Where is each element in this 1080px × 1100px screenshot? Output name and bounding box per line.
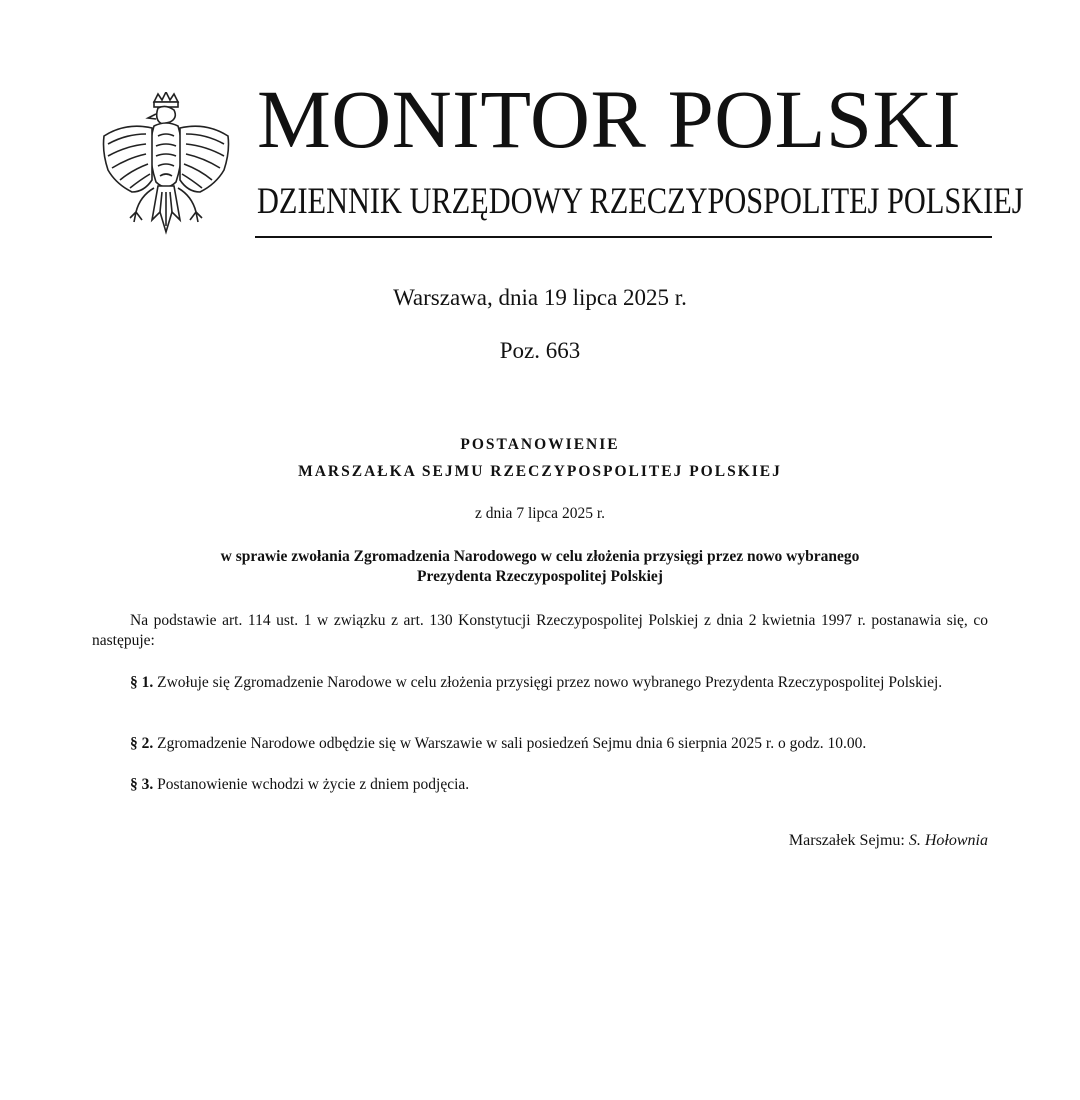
position-number: Poz. 663 [499,338,581,363]
paragraph-1 [92,673,988,693]
act-subject-line1: w sprawie zwołania Zgromadzenia Narodowego w celu złożenia przysięgi przez nowo wybranego [220,548,860,565]
act-subject [0,547,1080,587]
white-eagle-emblem-icon [96,92,236,244]
publication-subtitle: DZIENNIK URZĘDOWY RZECZYPOSPOLITEJ POLSKIEJ [257,181,1024,222]
paragraph-number: § 3. [130,776,154,793]
paragraph-text: Postanowienie wchodzi w życie z dniem podjęcia. [157,776,470,793]
act-date: z dnia 7 lipca 2025 r. [475,505,605,522]
paragraph-2 [92,734,988,754]
act-type: POSTANOWIENIE [460,436,620,453]
header-divider [255,236,992,238]
legal-basis: Na podstawie art. 114 ust. 1 w związku z art. 130 Konstytucji Rzeczypospolitej Polskiej z dnia 2 kwietnia 1997 r. postanawia się, co następuje: [92,612,988,649]
paragraph-text: Zgromadzenie Narodowe odbędzie się w Warszawie w sali posiedzeń Sejmu dnia 6 sierpnia 2025 r. o godz. 10.00. [157,735,867,752]
paragraph-number: § 2. [130,735,154,752]
act-subject-line2: Prezydenta Rzeczypospolitej Polskiej [417,568,663,585]
paragraph-number: § 1. [130,674,154,691]
signature [789,832,988,850]
act-issuer: MARSZAŁKA SEJMU RZECZYPOSPOLITEJ POLSKIEJ [298,463,782,480]
signature-name: S. Hołownia [908,832,988,849]
signature-role: Marszałek Sejmu: [788,832,905,849]
publication-title: MONITOR POLSKI [257,73,962,165]
paragraph-3 [92,775,988,795]
paragraph-text: Zwołuje się Zgromadzenie Narodowe w celu złożenia przysięgi przez nowo wybranego Prezydenta Rzeczypospolitej Polskiej. [157,674,943,691]
publication-date: Warszawa, dnia 19 lipca 2025 r. [393,285,687,310]
